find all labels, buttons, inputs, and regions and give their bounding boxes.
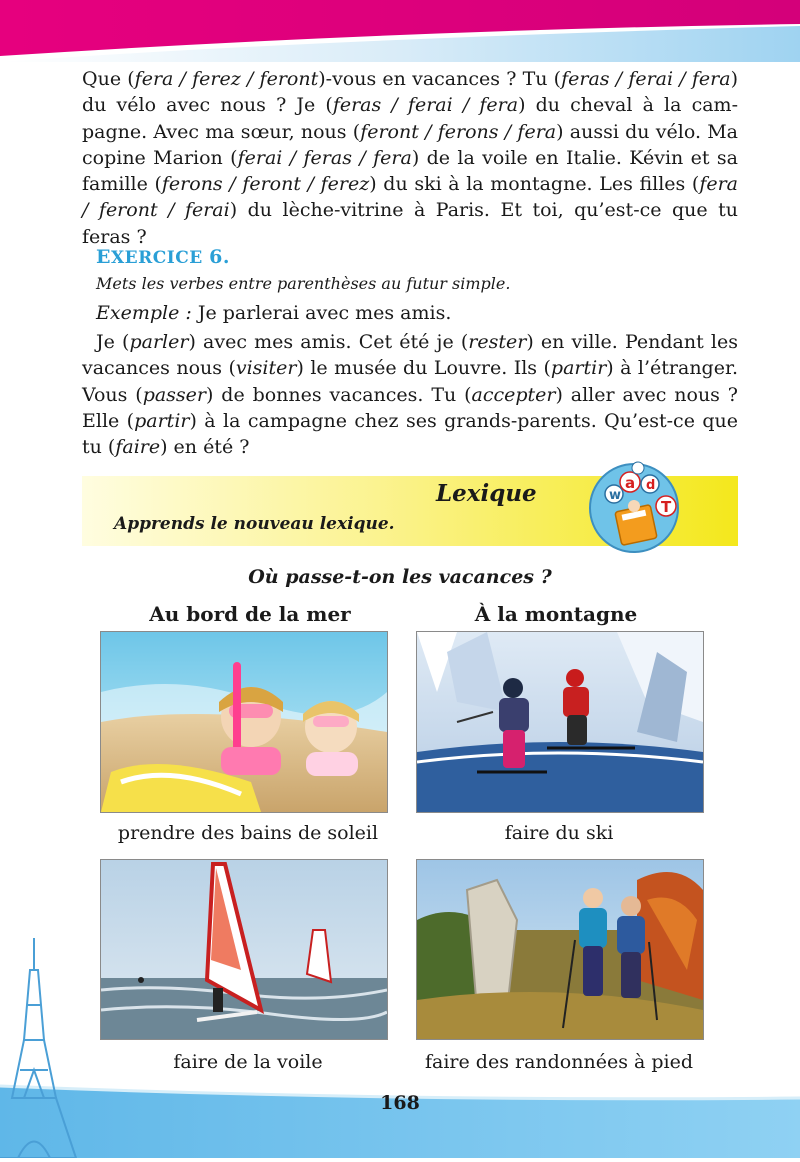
lexique-books-icon [586, 460, 682, 556]
svg-text:d: d [646, 478, 656, 493]
column-title-sea: Au bord de la mer [149, 602, 351, 626]
caption-windsurfing: faire de la voile [173, 1051, 323, 1073]
lexique-title: Lexique [436, 480, 537, 507]
photo-beach-sunbathing [100, 631, 388, 813]
vacation-section-title: Où passe-t-on les vacances ? [248, 566, 552, 588]
caption-hiking: faire des randonnées à pied [424, 1051, 693, 1073]
exercise-6-example: Exemple : Je parlerai avec mes amis. [96, 302, 452, 324]
top-decorative-band [0, 0, 800, 62]
svg-text:a: a [625, 474, 636, 492]
svg-text:T: T [661, 498, 672, 516]
exercise-6-title: EXERCICE 6. [96, 246, 230, 268]
photo-skiing [416, 631, 704, 813]
caption-sunbathing: prendre des bains de soleil [117, 822, 379, 844]
svg-text:w: w [609, 488, 622, 503]
photo-hiking [416, 859, 704, 1040]
eiffel-tower-icon [0, 930, 80, 1158]
exercise-5-text: Que (fera / ferez / feront)-vous en vacances ? Tu (feras / ferai / fera) du vélo avec nous ? Je (feras / ferai / fera) du cheval à la cam- pagne. Avec ma sœur, nous (feront / ferons / fera) aussi du vélo. Ma copine Marion (ferai / feras / fera) de la voile en Italie. Kévin et sa famille (ferons / feront / ferez) du ski à la montagne. Les filles (fera / feront / ferai) du lèche-vitrine à Paris. Et toi, qu’est-ce que tu feras ? [82, 68, 739, 248]
column-title-mountain: À la montagne [474, 602, 638, 626]
exercise-6-instruction: Mets les verbes entre parenthèses au futur simple. [96, 274, 511, 293]
page-number: 168 [380, 1092, 420, 1114]
photo-windsurfing [100, 859, 388, 1040]
lexique-subtitle: Apprends le nouveau lexique. [114, 514, 395, 534]
caption-skiing: faire du ski [504, 822, 614, 844]
exercise-6-text: Je (parler) avec mes amis. Cet été je (rester) en ville. Pendant les vacances nous (visiter) le musée du Louvre. Ils (partir) à l’étranger. Vous (passer) de bonnes vacances. Tu (accepter) aller avec nous ? Elle (partir) à la campagne chez ses grands-parents. Qu’est-ce que tu (faire) en été ? [82, 331, 738, 459]
